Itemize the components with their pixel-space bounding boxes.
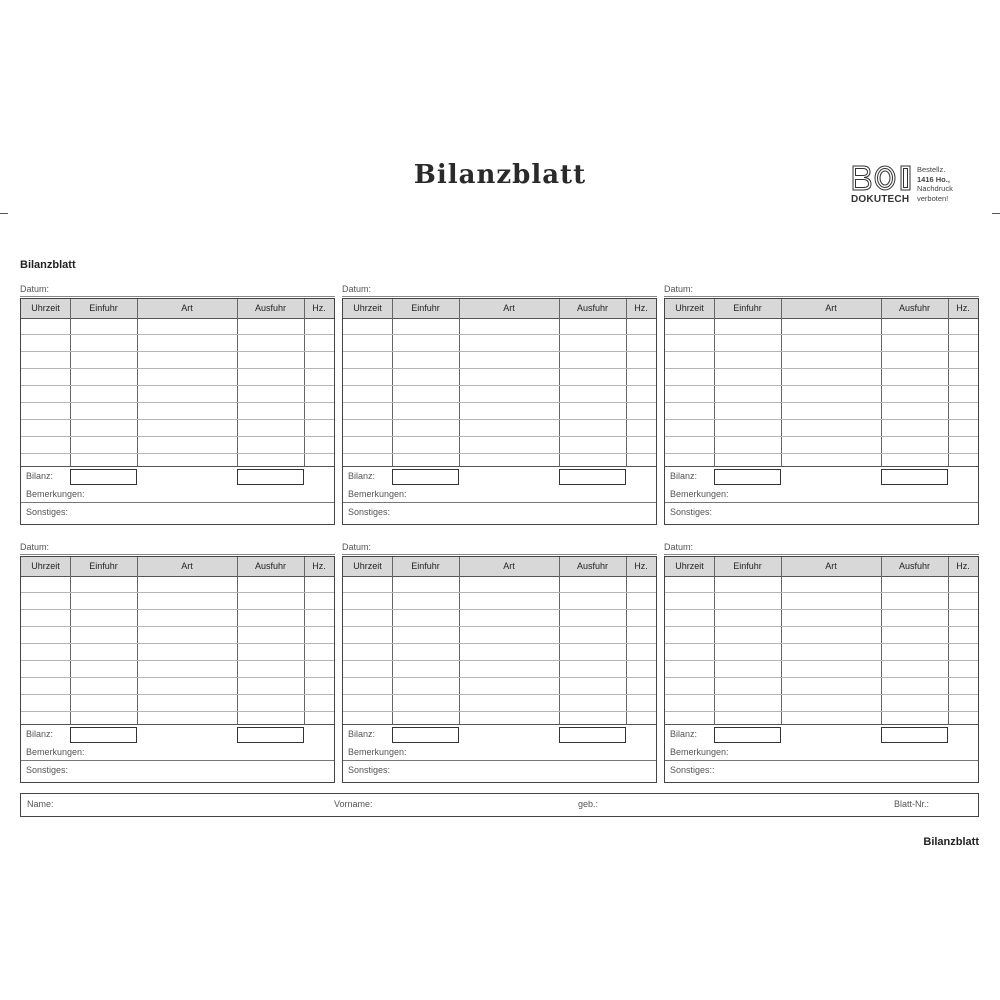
column-divider bbox=[137, 557, 138, 724]
remarks-divider bbox=[343, 760, 656, 761]
remarks-divider bbox=[343, 502, 656, 503]
column-header: Ausfuhr bbox=[898, 561, 931, 571]
column-divider bbox=[948, 299, 949, 466]
column-header: Uhrzeit bbox=[353, 303, 382, 313]
column-header: Ausfuhr bbox=[254, 561, 287, 571]
remarks-divider bbox=[665, 502, 978, 503]
bemerkungen-label: Bemerkungen: bbox=[670, 489, 729, 499]
table-row[interactable] bbox=[21, 453, 334, 454]
table-row[interactable] bbox=[665, 385, 978, 386]
bilanz-einfuhr-field[interactable] bbox=[70, 727, 137, 743]
table-header bbox=[665, 299, 978, 319]
column-header: Art bbox=[503, 561, 515, 571]
table-row[interactable] bbox=[665, 609, 978, 610]
column-header: Hz. bbox=[956, 561, 970, 571]
order-note-line: Nachdruck bbox=[917, 184, 953, 193]
table-row[interactable] bbox=[343, 334, 656, 335]
table-row[interactable] bbox=[343, 694, 656, 695]
logo-brand-text: DOKUTECH bbox=[851, 194, 910, 205]
column-divider bbox=[559, 299, 560, 466]
table-row[interactable] bbox=[343, 626, 656, 627]
column-header: Hz. bbox=[634, 561, 648, 571]
column-divider bbox=[137, 299, 138, 466]
column-header: Einfuhr bbox=[411, 303, 440, 313]
vorname-label: Vorname: bbox=[334, 799, 373, 809]
table-row[interactable] bbox=[343, 385, 656, 386]
bilanz-label: Bilanz: bbox=[26, 471, 54, 481]
footer-sheet-label: Bilanzblatt bbox=[923, 836, 979, 848]
column-header: Hz. bbox=[312, 303, 326, 313]
table-row[interactable] bbox=[343, 351, 656, 352]
table-row[interactable] bbox=[665, 419, 978, 420]
bilanz-ausfuhr-field[interactable] bbox=[559, 727, 626, 743]
table-row[interactable] bbox=[665, 592, 978, 593]
bilanz-ausfuhr-field[interactable] bbox=[881, 727, 948, 743]
table-row[interactable] bbox=[343, 419, 656, 420]
table-row[interactable] bbox=[21, 402, 334, 403]
column-divider bbox=[237, 557, 238, 724]
table-row[interactable] bbox=[665, 334, 978, 335]
bemerkungen-label: Bemerkungen: bbox=[348, 747, 407, 757]
table-header bbox=[343, 557, 656, 577]
column-header: Art bbox=[181, 561, 193, 571]
column-divider bbox=[781, 299, 782, 466]
datum-label: Datum: bbox=[20, 284, 335, 297]
column-header: Ausfuhr bbox=[576, 561, 609, 571]
order-note-line: verboten! bbox=[917, 193, 949, 203]
column-divider bbox=[70, 557, 71, 724]
column-header: Einfuhr bbox=[733, 561, 762, 571]
column-header: Uhrzeit bbox=[31, 561, 60, 571]
column-divider bbox=[392, 299, 393, 466]
column-header: Art bbox=[503, 303, 515, 313]
column-divider bbox=[70, 299, 71, 466]
bilanz-label: Bilanz: bbox=[348, 729, 376, 739]
balance-table bbox=[20, 556, 335, 783]
table-header bbox=[21, 299, 334, 319]
patient-info-bar bbox=[20, 793, 979, 817]
balance-table bbox=[342, 298, 657, 525]
sonstiges-label: Sonstiges: bbox=[26, 507, 69, 517]
balance-table bbox=[664, 298, 979, 525]
table-header bbox=[343, 299, 656, 319]
table-row[interactable] bbox=[665, 368, 978, 369]
column-header: Uhrzeit bbox=[353, 561, 382, 571]
table-row[interactable] bbox=[343, 453, 656, 454]
table-row[interactable] bbox=[21, 660, 334, 661]
table-row[interactable] bbox=[665, 453, 978, 454]
column-divider bbox=[714, 299, 715, 466]
bemerkungen-label: Bemerkungen: bbox=[348, 489, 407, 499]
sheet-label: Bilanzblatt bbox=[20, 259, 76, 271]
column-divider bbox=[304, 299, 305, 466]
table-row[interactable] bbox=[665, 711, 978, 712]
remarks-divider bbox=[665, 760, 978, 761]
column-header: Ausfuhr bbox=[898, 303, 931, 313]
table-row[interactable] bbox=[343, 402, 656, 403]
table-row[interactable] bbox=[343, 436, 656, 437]
bilanz-label: Bilanz: bbox=[26, 729, 54, 739]
column-divider bbox=[714, 557, 715, 724]
bemerkungen-label: Bemerkungen: bbox=[26, 747, 85, 757]
column-header: Ausfuhr bbox=[576, 303, 609, 313]
table-header bbox=[665, 557, 978, 577]
page-title: Bilanzblatt bbox=[413, 160, 587, 190]
column-divider bbox=[881, 557, 882, 724]
table-row[interactable] bbox=[665, 402, 978, 403]
column-header: Einfuhr bbox=[89, 561, 118, 571]
bilanz-einfuhr-field[interactable] bbox=[392, 469, 459, 485]
column-divider bbox=[781, 557, 782, 724]
boi-logo-icon bbox=[851, 164, 915, 192]
column-header: Uhrzeit bbox=[675, 561, 704, 571]
order-note-line: Bestellz. bbox=[917, 165, 946, 174]
bilanz-label: Bilanz: bbox=[670, 729, 698, 739]
column-divider bbox=[948, 557, 949, 724]
column-header: Art bbox=[181, 303, 193, 313]
bilanz-einfuhr-field[interactable] bbox=[70, 469, 137, 485]
column-header: Einfuhr bbox=[411, 561, 440, 571]
table-row[interactable] bbox=[665, 677, 978, 678]
bilanz-ausfuhr-field[interactable] bbox=[881, 469, 948, 485]
blatt-nr-label: Blatt-Nr.: bbox=[894, 799, 930, 809]
table-row[interactable] bbox=[343, 609, 656, 610]
table-row[interactable] bbox=[21, 351, 334, 352]
datum-label: Datum: bbox=[342, 542, 657, 555]
table-bottom-line bbox=[665, 724, 978, 725]
table-row[interactable] bbox=[665, 694, 978, 695]
sonstiges-label: Sonstiges: bbox=[348, 765, 391, 775]
bilanz-ausfuhr-field[interactable] bbox=[237, 727, 304, 743]
table-row[interactable] bbox=[21, 592, 334, 593]
sonstiges-label: Sonstiges:: bbox=[670, 765, 715, 775]
table-bottom-line bbox=[343, 724, 656, 725]
table-row[interactable] bbox=[665, 660, 978, 661]
datum-label: Datum: bbox=[664, 284, 979, 297]
column-header: Art bbox=[825, 303, 837, 313]
table-row[interactable] bbox=[343, 677, 656, 678]
table-row[interactable] bbox=[665, 436, 978, 437]
table-row[interactable] bbox=[21, 419, 334, 420]
fold-mark-left bbox=[0, 213, 8, 214]
column-header: Einfuhr bbox=[89, 303, 118, 313]
table-bottom-line bbox=[665, 466, 978, 467]
table-row[interactable] bbox=[21, 436, 334, 437]
bilanz-label: Bilanz: bbox=[670, 471, 698, 481]
table-row[interactable] bbox=[21, 677, 334, 678]
geb-label: geb.: bbox=[578, 799, 599, 809]
column-header: Hz. bbox=[634, 303, 648, 313]
fold-mark-right bbox=[992, 213, 1000, 214]
column-divider bbox=[392, 557, 393, 724]
column-divider bbox=[459, 299, 460, 466]
table-row[interactable] bbox=[665, 626, 978, 627]
column-divider bbox=[881, 299, 882, 466]
table-row[interactable] bbox=[343, 711, 656, 712]
table-row[interactable] bbox=[343, 643, 656, 644]
datum-label: Datum: bbox=[342, 284, 657, 297]
bilanz-einfuhr-field[interactable] bbox=[392, 727, 459, 743]
order-note-line: 1416 Ho., bbox=[917, 174, 950, 184]
balance-table bbox=[342, 556, 657, 783]
column-divider bbox=[459, 557, 460, 724]
bilanz-einfuhr-field[interactable] bbox=[714, 727, 781, 743]
table-row[interactable] bbox=[21, 385, 334, 386]
publisher-logo bbox=[851, 164, 971, 214]
bilanz-ausfuhr-field[interactable] bbox=[237, 469, 304, 485]
remarks-divider bbox=[21, 760, 334, 761]
bemerkungen-label: Bemerkungen: bbox=[670, 747, 729, 757]
sonstiges-label: Sonstiges: bbox=[26, 765, 69, 775]
bilanz-ausfuhr-field[interactable] bbox=[559, 469, 626, 485]
table-row[interactable] bbox=[21, 334, 334, 335]
column-header: Hz. bbox=[956, 303, 970, 313]
balance-table bbox=[664, 556, 979, 783]
name-label: Name: bbox=[27, 799, 54, 809]
table-header bbox=[21, 557, 334, 577]
bilanz-label: Bilanz: bbox=[348, 471, 376, 481]
column-divider bbox=[626, 557, 627, 724]
column-header: Art bbox=[825, 561, 837, 571]
column-header: Uhrzeit bbox=[675, 303, 704, 313]
bemerkungen-label: Bemerkungen: bbox=[26, 489, 85, 499]
column-divider bbox=[237, 299, 238, 466]
table-row[interactable] bbox=[21, 643, 334, 644]
table-row[interactable] bbox=[21, 694, 334, 695]
sonstiges-label: Sonstiges: bbox=[670, 507, 713, 517]
table-row[interactable] bbox=[343, 660, 656, 661]
column-header: Einfuhr bbox=[733, 303, 762, 313]
table-row[interactable] bbox=[665, 643, 978, 644]
table-bottom-line bbox=[21, 466, 334, 467]
table-row[interactable] bbox=[665, 351, 978, 352]
datum-label: Datum: bbox=[664, 542, 979, 555]
column-divider bbox=[559, 557, 560, 724]
remarks-divider bbox=[21, 502, 334, 503]
table-row[interactable] bbox=[21, 711, 334, 712]
sonstiges-label: Sonstiges: bbox=[348, 507, 391, 517]
table-bottom-line bbox=[343, 466, 656, 467]
balance-table bbox=[20, 298, 335, 525]
table-row[interactable] bbox=[343, 368, 656, 369]
column-header: Ausfuhr bbox=[254, 303, 287, 313]
column-header: Hz. bbox=[312, 561, 326, 571]
datum-label: Datum: bbox=[20, 542, 335, 555]
column-divider bbox=[626, 299, 627, 466]
order-note bbox=[917, 165, 977, 203]
table-row[interactable] bbox=[21, 626, 334, 627]
table-row[interactable] bbox=[21, 368, 334, 369]
bilanz-einfuhr-field[interactable] bbox=[714, 469, 781, 485]
table-row[interactable] bbox=[21, 609, 334, 610]
table-bottom-line bbox=[21, 724, 334, 725]
table-row[interactable] bbox=[343, 592, 656, 593]
column-divider bbox=[304, 557, 305, 724]
column-header: Uhrzeit bbox=[31, 303, 60, 313]
